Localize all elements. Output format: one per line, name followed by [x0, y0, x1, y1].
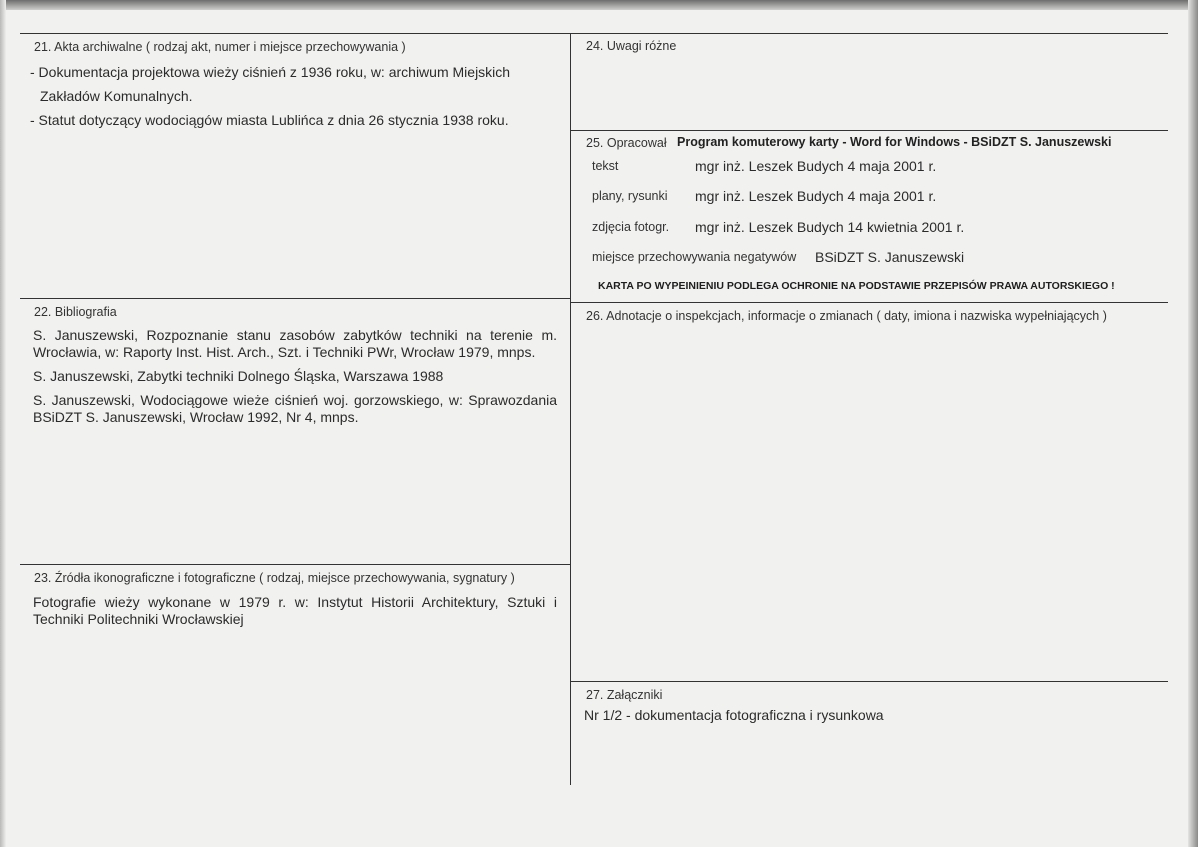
rule-before-26 — [571, 302, 1168, 303]
rule-before-27 — [571, 681, 1168, 682]
rule-before-25 — [571, 130, 1168, 131]
program-line: Program komuterowy karty - Word for Windows - BSiDZT S. Januszewski — [677, 135, 1112, 149]
copyright-notice: KARTA PO WYPEINIENIU PODLEGA OCHRONIE NA PODSTAWIE PRZEPISÓW PRAWA AUTORSKIEGO ! — [598, 280, 1115, 292]
section-21-line: Zakładów Komunalnych. — [40, 88, 193, 104]
center-divider — [570, 33, 571, 785]
section-23-text: Fotografie wieży wykonane w 1979 r. w: Instytut Historii Architektury, Sztuki i Techniki Politechniki Wrocławskiej — [33, 594, 557, 627]
right-top-rule — [571, 33, 1168, 34]
author-row-value: mgr inż. Leszek Budych 14 kwietnia 2001 r. — [695, 219, 965, 235]
author-row-label: plany, rysunki — [592, 189, 668, 203]
section-21-heading: 21. Akta archiwalne ( rodzaj akt, numer i miejsce przechowywania ) — [34, 40, 406, 54]
section-21-line: - Dokumentacja projektowa wieży ciśnień z 1936 roku, w: archiwum Miejskich — [30, 64, 511, 80]
bibliography-entry: S. Januszewski, Zabytki techniki Dolnego Śląska, Warszawa 1988 — [33, 368, 444, 384]
negatives-value: BSiDZT S. Januszewski — [815, 249, 965, 265]
bibliography-entry: S. Januszewski, Wodociągowe wieże ciśnień woj. gorzowskiego, w: Sprawozdania BSiDZT S. Januszewski, Wrocław 1992, Nr 4, mnps. — [33, 392, 557, 425]
section-27-heading: 27. Załączniki — [586, 688, 663, 702]
left-top-rule — [20, 33, 570, 34]
rule-before-22 — [20, 298, 570, 299]
section-23-heading: 23. Źródła ikonograficzne i fotograficzne ( rodzaj, miejsce przechowywania, sygnatury ) — [34, 571, 515, 585]
section-22-heading: 22. Bibliografia — [34, 305, 117, 319]
negatives-label: miejsce przechowywania negatywów — [592, 250, 797, 264]
section-24-heading: 24. Uwagi różne — [586, 39, 677, 53]
scan-left-edge — [0, 0, 6, 847]
author-row-label: tekst — [592, 159, 619, 173]
author-row-label: zdjęcia fotogr. — [592, 220, 670, 234]
bibliography-entry: S. Januszewski, Rozpoznanie stanu zasobów zabytków techniki na terenie m. Wrocławia, w: Raporty Inst. Hist. Arch., Szt. i Techniki PWr, Wrocław 1979, mnps. — [33, 327, 557, 360]
section-27-text: Nr 1/2 - dokumentacja fotograficzna i rysunkowa — [584, 707, 884, 723]
author-row-value: mgr inż. Leszek Budych 4 maja 2001 r. — [695, 188, 937, 204]
rule-before-23 — [20, 564, 570, 565]
section-26-heading: 26. Adnotacje o inspekcjach, informacje o zmianach ( daty, imiona i nazwiska wypełniających ) — [586, 309, 1107, 323]
scan-right-edge — [1188, 0, 1198, 847]
author-row-value: mgr inż. Leszek Budych 4 maja 2001 r. — [695, 158, 937, 174]
scan-top-edge — [0, 0, 1198, 10]
section-21-line: - Statut dotyczący wodociągów miasta Lublińca z dnia 26 stycznia 1938 roku. — [30, 112, 509, 128]
section-25-heading: 25. Opracował — [586, 136, 667, 150]
